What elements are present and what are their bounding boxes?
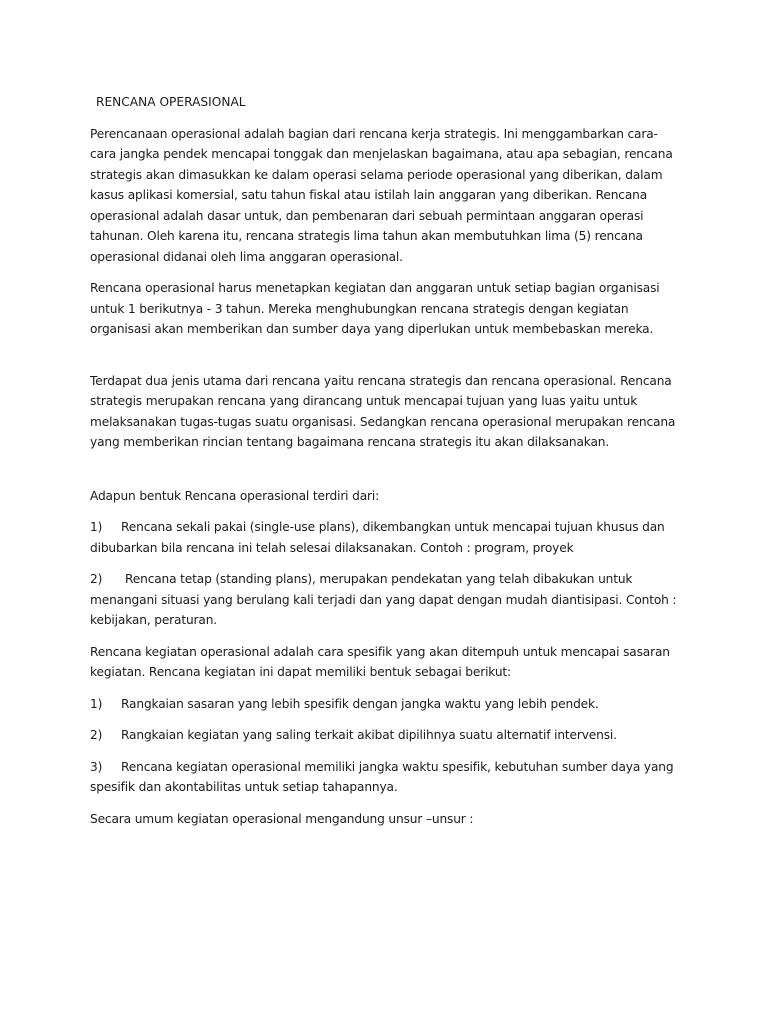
paragraph-definition: Perencanaan operasional adalah bagian dari rencana kerja strategis. Ini menggambarkan cara-cara jangka pendek mencapai tonggak dan menjelaskan bagaimana, atau apa sebagian, rencana strategis akan dimasukkan ke dalam operasi selama periode operasional yang diberikan, dalam kasus aplikasi komersial, satu tahun fiskal atau istilah lain anggaran yang diberikan. Rencana operasional adalah dasar untuk, dan pembenaran dari sebuah permintaan anggaran operasi tahunan. Oleh karena itu, rencana strategis lima tahun akan membutuhkan lima (5) rencana operasional didanai oleh lima anggaran operasional.	[90, 126, 673, 264]
list-item	[90, 725, 682, 746]
paragraph-activity-plan: Rencana kegiatan operasional adalah cara spesifik yang akan ditempuh untuk mencapai sasaran kegiatan. Rencana kegiatan ini dapat memiliki bentuk sebagai berikut:	[90, 644, 670, 679]
list-item	[90, 569, 682, 631]
list-item	[90, 757, 682, 798]
list-item-number: 1)	[90, 520, 103, 534]
list-item-number: 2)	[90, 572, 103, 586]
list-item-text: Rencana kegiatan operasional memiliki jangka waktu spesifik, kebutuhan sumber daya yang spesifik dan akontabilitas untuk setiap tahapannya.	[90, 759, 674, 794]
paragraph-plan-types: Terdapat dua jenis utama dari rencana yaitu rencana strategis dan rencana operasional. Rencana strategis merupakan rencana yang dirancang untuk mencapai tujuan yang luas yaitu untuk melaksanakan tugas-tugas suatu organisasi. Sedangkan rencana operasional merupakan rencana yang memberikan rincian tentang bagaimana rencana strategis itu akan dilaksanakan.	[90, 373, 676, 449]
list-item-number: 2)	[90, 728, 103, 742]
list-item-number: 3)	[90, 759, 103, 774]
document-body	[90, 92, 682, 840]
list-item-text: Rangkaian sasaran yang lebih spesifik dengan jangka waktu yang lebih pendek.	[121, 696, 599, 711]
list-item	[90, 694, 682, 715]
document-title: RENCANA OPERASIONAL	[96, 95, 246, 109]
list-item	[90, 517, 682, 558]
list-item-number: 1)	[90, 696, 103, 711]
list-item-text: Rangkaian kegiatan yang saling terkait akibat dipilihnya suatu alternatif intervensi.	[121, 728, 617, 742]
paragraph-forms-intro: Adapun bentuk Rencana operasional terdiri dari:	[90, 488, 380, 503]
paragraph-activities: Rencana operasional harus menetapkan kegiatan dan anggaran untuk setiap bagian organisasi untuk 1 berikutnya - 3 tahun. Mereka menghubungkan rencana strategis dengan kegiatan organisasi akan memberikan dan sumber daya yang diperlukan untuk membebaskan mereka.	[90, 281, 660, 336]
list-item-text: Rencana tetap (standing plans), merupakan pendekatan yang telah dibakukan untuk menangani situasi yang berulang kali terjadi dan yang dapat dengan mudah diantisipasi. Contoh : kebijakan, peraturan.	[90, 572, 677, 627]
list-item-text: Rencana sekali pakai (single-use plans), dikembangkan untuk mencapai tujuan khusus dan dibubarkan bila rencana ini telah selesai dilaksanakan. Contoh : program, proyek	[90, 520, 665, 555]
paragraph-elements-intro: Secara umum kegiatan operasional mengandung unsur –unsur :	[90, 811, 474, 826]
